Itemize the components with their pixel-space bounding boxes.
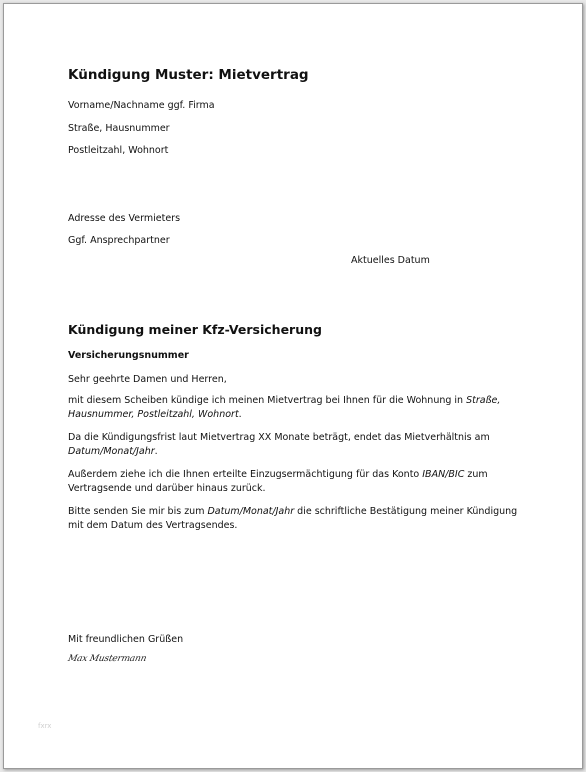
sender-city: Postleitzahl, Wohnort: [68, 145, 169, 156]
paragraph-1-end: .: [238, 409, 242, 420]
paragraph-4-placeholder: Datum/Monat/Jahr: [207, 506, 295, 517]
paragraph-3: [68, 468, 523, 496]
policy-number-label: Versicherungsnummer: [68, 350, 189, 361]
document-title: Kündigung Muster: Mietvertrag: [68, 67, 309, 83]
document-page: [3, 3, 583, 769]
footer-watermark: fxrx: [38, 722, 52, 730]
salutation: Sehr geehrte Damen und Herren,: [68, 374, 227, 385]
recipient-address: Adresse des Vermieters: [68, 213, 181, 224]
sender-street: Straße, Hausnummer: [68, 123, 170, 134]
paragraph-4: [68, 505, 523, 533]
handwritten-signature: Max Mustermann: [66, 654, 148, 664]
paragraph-4-end: die schriftliche Bestätigung meiner Kündigung mit dem Datum des Vertragsendes.: [68, 506, 518, 531]
recipient-contact: Ggf. Ansprechpartner: [68, 235, 170, 246]
paragraph-2: [68, 431, 523, 459]
letter-subject: Kündigung meiner Kfz-Versicherung: [68, 322, 322, 337]
letter-date: Aktuelles Datum: [351, 255, 430, 266]
paragraph-3-text: Außerdem ziehe ich die Ihnen erteilte Einzugsermächtigung für das Konto: [68, 469, 423, 480]
paragraph-1-text: mit diesem Scheiben kündige ich meinen Mietvertrag bei Ihnen für die Wohnung in: [68, 395, 467, 406]
paragraph-1: [68, 394, 523, 422]
paragraph-2-end: .: [154, 446, 158, 457]
paragraph-1-placeholder: Straße, Hausnummer, Postleitzahl, Wohnort: [68, 395, 501, 420]
paragraph-3-end: zum Vertragsende und darüber hinaus zurück.: [68, 469, 488, 494]
paragraph-2-placeholder: Datum/Monat/Jahr: [68, 446, 155, 457]
paragraph-3-placeholder: IBAN/BIC: [422, 469, 465, 480]
paragraph-2-text: Da die Kündigungsfrist laut Mietvertrag XX Monate beträgt, endet das Mietverhältnis am: [68, 432, 490, 443]
sender-name: Vorname/Nachname ggf. Firma: [68, 100, 215, 111]
closing: Mit freundlichen Grüßen: [68, 634, 184, 645]
paragraph-4-text: Bitte senden Sie mir bis zum: [68, 506, 208, 517]
